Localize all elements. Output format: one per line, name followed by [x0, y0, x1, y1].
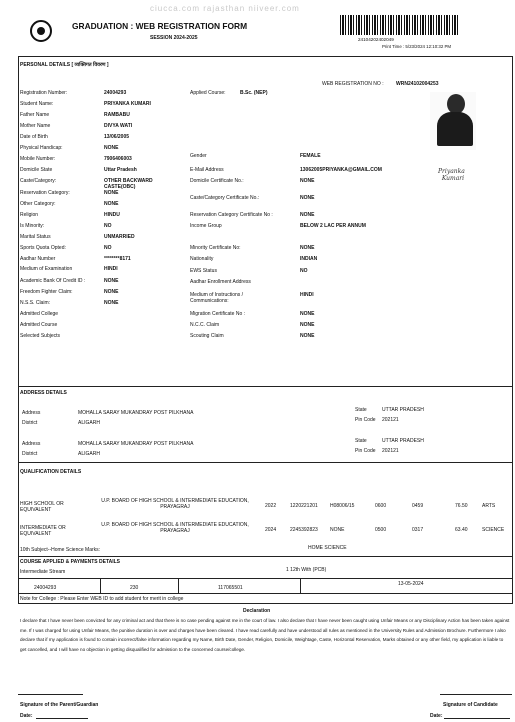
personal-field-label: Mobile Number:	[20, 156, 56, 162]
personal-field-label: Admitted College	[20, 311, 59, 317]
personal-field-value: NO	[104, 245, 112, 251]
pin-value: 202121	[382, 417, 399, 423]
personal-field-value: NO	[104, 223, 112, 229]
subjects-value: HOME SCIENCE	[308, 545, 347, 551]
personal-field-label: Domicile Certificate No.:	[190, 178, 244, 184]
personal-field-label: Freedom Fighter Claim:	[20, 289, 73, 295]
payment-txn-id: 117065501	[218, 585, 243, 591]
personal-field-value: NONE	[300, 333, 315, 339]
qualification-section-title: QUALIFICATION DETAILS	[20, 469, 82, 475]
university-logo-icon	[30, 20, 52, 42]
pin-value: 202121	[382, 448, 399, 454]
web-reg-label: WEB REGISTRATION NO :	[322, 81, 384, 87]
personal-field-value: NONE	[300, 245, 315, 251]
personal-field-label: Medium of Examination	[20, 266, 73, 272]
address-value: MOHALLA SARAY MUKANDRAY POST PILKHANA	[78, 441, 194, 447]
personal-field-value: 24004293	[104, 90, 127, 96]
personal-field-value: NONE	[104, 300, 119, 306]
personal-field-label: Minority Certificate No:	[190, 245, 241, 251]
state-label: State	[355, 407, 367, 413]
personal-field-value: NONE	[300, 212, 315, 218]
personal-field-label: Income Group	[190, 223, 222, 229]
personal-field-value: NONE	[104, 190, 119, 196]
state-label: State	[355, 438, 367, 444]
personal-field-value: ********8171	[104, 256, 131, 262]
personal-field-value: NONE	[300, 178, 315, 184]
personal-field-value: 13062005PRIYANKA@GMAIL.COM	[300, 167, 382, 173]
personal-field-value: RAMBABU	[104, 112, 130, 118]
personal-field-label: EWS Status	[190, 268, 217, 274]
photo-signature-image: Priyanka Kumari	[438, 168, 465, 182]
stream-label: Intermediate Stream	[20, 569, 66, 575]
personal-field-label: Religion	[20, 212, 39, 218]
personal-field-label: Reservation Category:	[20, 190, 70, 196]
qualification-year: 2022	[265, 503, 277, 509]
address-section-title: ADDRESS DETAILS	[20, 390, 67, 396]
web-reg-number: WRN24102004253	[396, 81, 439, 87]
qualification-year: 2024	[265, 527, 277, 533]
print-time: Print Time : 5/23/2024 12:10:32 PM	[382, 44, 452, 49]
personal-field-label: Physical Handicap:	[20, 145, 63, 151]
qualification-roll: 2245392823	[290, 527, 318, 533]
parent-date-label: Date:	[20, 713, 33, 719]
personal-field-label: Other Category:	[20, 201, 56, 207]
personal-field-label: N.S.S. Claim:	[20, 300, 51, 306]
qualification-board: U.P. BOARD OF HIGH SCHOOL & INTERMEDIATE EDUCATION, PRAYAGRAJ	[101, 522, 249, 534]
personal-field-label: Student Name:	[20, 101, 54, 107]
candidate-signature-label: Signature of Candidate	[443, 702, 498, 708]
personal-field-value: NONE	[300, 311, 315, 317]
personal-field-value: NONE	[104, 278, 119, 284]
district-value: ALIGARH	[78, 451, 100, 457]
state-value: UTTAR PRADESH	[382, 407, 424, 413]
pin-label: Pin Code	[355, 417, 376, 423]
personal-field-label: E-Mail Address	[190, 167, 224, 173]
personal-field-value: HINDU	[104, 212, 120, 218]
form-title: GRADUATION : WEB REGISTRATION FORM	[72, 21, 248, 31]
district-value: ALIGARH	[78, 420, 100, 426]
barcode-number: 24104202402049	[358, 37, 394, 42]
personal-field-label: Migration Certificate No :	[190, 311, 246, 317]
district-label: District	[22, 451, 38, 457]
payment-date: 13-05-2024	[398, 581, 424, 587]
personal-field-value: OTHER BACKWARD CASTE(OBC)	[104, 178, 153, 190]
personal-field-label: Medium of Instructions / Communications:	[190, 292, 244, 304]
personal-field-label: Is Minority:	[20, 223, 45, 229]
qualification-obtained-marks: 0459	[412, 503, 424, 509]
declaration-text: I declare that I have never been convicted for any criminal act and that there is no case pending against me in the court of law. I also declare that I have never been caught using Unfair Means or any Disciplinary Action has been taken against me. If I was charged for using Unfair Means, the punitive duration is over and charges have been cleared. I have read carefully and have understood all rules as mentioned in the University Rules and Admission Brochure. Furthermore I also declare that if my application is found to contain incorrect/false information regarding my Name, Birth Date, Gender, Religion, Domicile, Weightage, Caste, Horizontal Reservation, Marks obtained or any other field, my application is liable to get cancelled, and I will have no objection in getting disqualified for admission to the concerned course/college.	[20, 618, 510, 652]
candidate-date-label: Date:	[430, 713, 443, 719]
college-note: Note for College : Please Enter WEB ID to add student for merit in college	[20, 596, 184, 602]
personal-field-value: NO	[300, 268, 308, 274]
personal-field-label: Admitted Course	[20, 322, 58, 328]
subjects-label: 10th Subject--Home Science Marks:	[20, 547, 101, 553]
personal-field-label: Marital Status	[20, 234, 51, 240]
personal-field-value: 13/06/2005	[104, 134, 130, 140]
barcode-icon	[340, 15, 458, 35]
address-value: MOHALLA SARAY MUKANDRAY POST PILKHANA	[78, 410, 194, 416]
personal-field-label: Caste/Category:	[20, 178, 57, 184]
personal-field-label: N.C.C. Claim	[190, 322, 220, 328]
district-label: District	[22, 420, 38, 426]
watermark-text: ciucca.com rajasthan niiveer.com	[150, 4, 300, 13]
personal-field-value: NONE	[104, 289, 119, 295]
qualification-exam: INTERMEDIATE OR EQUIVALENT	[20, 525, 66, 537]
qualification-max-marks: 0600	[375, 503, 387, 509]
personal-field-value: Uttar Pradesh	[104, 167, 137, 173]
pin-label: Pin Code	[355, 448, 376, 454]
personal-field-value: DIVYA WATI	[104, 123, 133, 129]
personal-field-value: NONE	[104, 145, 119, 151]
qualification-percent: 76.50	[455, 503, 468, 509]
personal-section-title: PERSONAL DETAILS [ व्यक्तिगत विवरण ]	[20, 62, 109, 68]
personal-field-value: NONE	[300, 195, 315, 201]
personal-field-label: Selected Subjects	[20, 333, 61, 339]
qualification-percent: 63.40	[455, 527, 468, 533]
parent-signature-label: Signature of the Parent/Guardian	[20, 702, 99, 708]
stream-value: 1 12th With (PCB)	[286, 567, 327, 573]
qualification-exam: HIGH SCHOOL OR EQUIVALENT	[20, 501, 64, 513]
personal-field-label: Date of Birth	[20, 134, 48, 140]
qualification-stream: SCIENCE	[482, 527, 505, 533]
personal-field-value: HINDI	[104, 266, 118, 272]
personal-field-value: PRIYANKA KUMARI	[104, 101, 151, 107]
personal-field-label: Academic Bank Of Credit ID :	[20, 278, 86, 284]
personal-field-value: NONE	[104, 201, 119, 207]
address-label: Address	[22, 441, 41, 447]
personal-field-value: 7906406003	[104, 156, 132, 162]
personal-field-label: Applied Course:	[190, 90, 226, 96]
personal-field-value: INDIAN	[300, 256, 318, 262]
payment-section-title: COURSE APPLIED & PAYMENTS DETAILS	[20, 559, 121, 565]
personal-field-label: Reservation Category Certificate No :	[190, 212, 273, 218]
personal-field-label: Aadhar Number	[20, 256, 56, 262]
personal-field-label: Nationality	[190, 256, 214, 262]
address-label: Address	[22, 410, 41, 416]
photo-head	[447, 94, 465, 114]
photo-torso	[437, 112, 473, 146]
qualification-roll: 1220221201	[290, 503, 318, 509]
qualification-stream: ARTS	[482, 503, 496, 509]
personal-field-value: HINDI	[300, 292, 314, 298]
personal-field-value: NONE	[300, 322, 315, 328]
personal-field-value: BELOW 2 LAC PER ANNUM	[300, 223, 366, 229]
declaration-title: Declaration	[243, 608, 271, 614]
payment-amount: 230	[130, 585, 139, 591]
personal-field-label: Caste/Category Certificate No.:	[190, 195, 260, 201]
personal-field-label: Aadhar Enrollment Address	[190, 279, 251, 285]
qualification-board: U.P. BOARD OF HIGH SCHOOL & INTERMEDIATE EDUCATION, PRAYAGRAJ	[101, 498, 249, 510]
personal-field-value: UNMARRIED	[104, 234, 135, 240]
personal-field-label: Mother Name	[20, 123, 51, 129]
personal-field-value: B.Sc. (NEP)	[240, 90, 268, 96]
personal-field-label: Sports Quota Opted:	[20, 245, 66, 251]
qualification-obtained-marks: 0317	[412, 527, 424, 533]
qualification-enroll: NONE	[330, 527, 345, 533]
session-label: SESSION 2024-2025	[150, 35, 198, 41]
payment-reg-no: 24004293	[34, 585, 57, 591]
personal-field-label: Registration Number:	[20, 90, 68, 96]
personal-field-value: FEMALE	[300, 153, 321, 159]
qualification-enroll: H08006/15	[330, 503, 355, 509]
personal-field-label: Scouting Claim	[190, 333, 224, 339]
personal-field-label: Father Name	[20, 112, 50, 118]
qualification-max-marks: 0500	[375, 527, 387, 533]
personal-field-label: Domicile State	[20, 167, 53, 173]
state-value: UTTAR PRADESH	[382, 438, 424, 444]
personal-field-label: Gender	[190, 153, 207, 159]
